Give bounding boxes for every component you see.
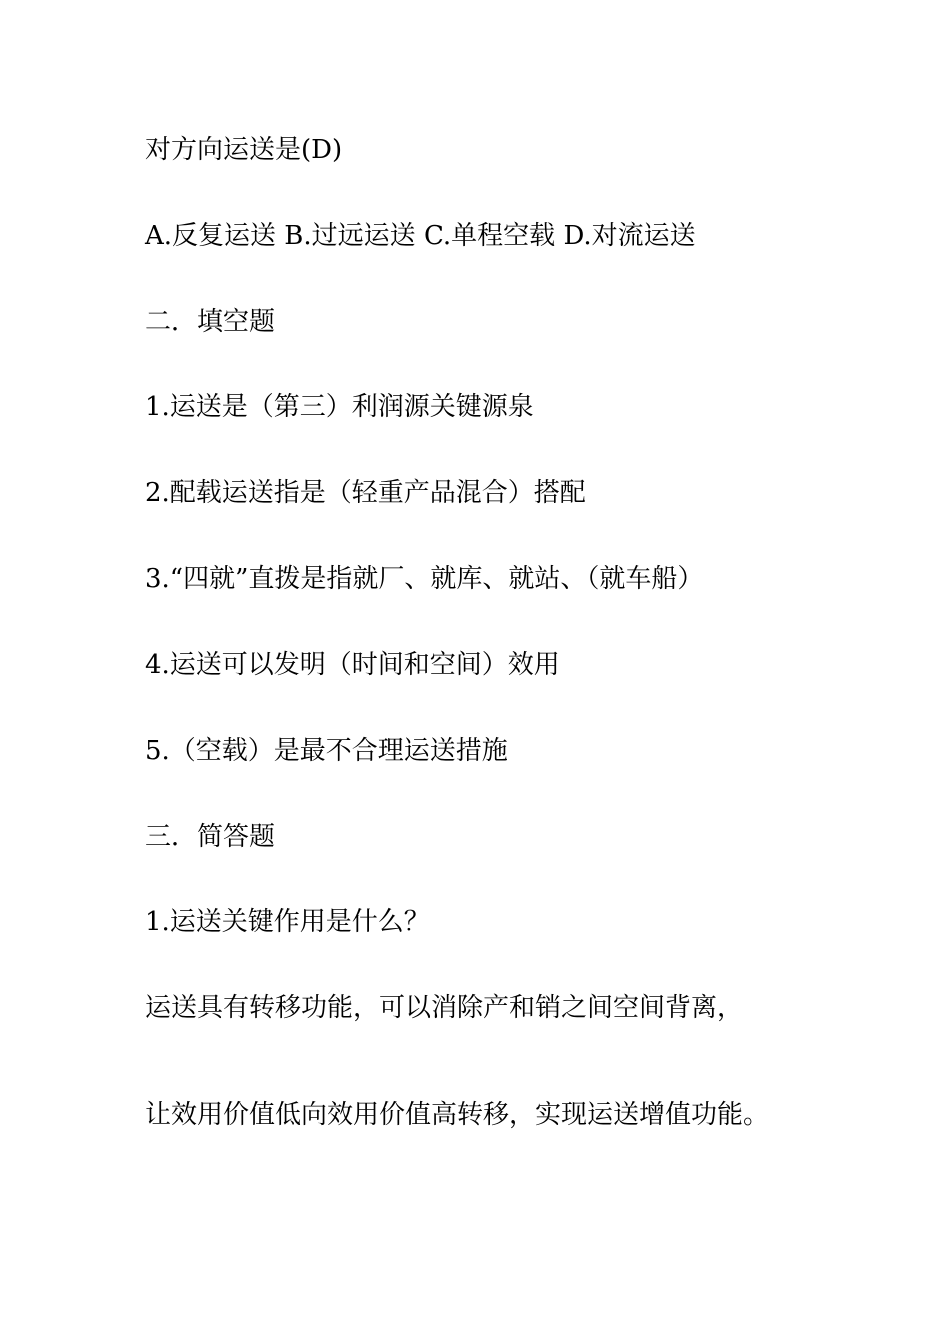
section-heading-fill-in: 二．填空题 — [145, 307, 276, 337]
short-answer-text-line-1: 运送具有转移功能，可以消除产和销之间空间背离， — [145, 993, 744, 1023]
fill-in-item-2: 2.配载运送指是（轻重产品混合）搭配 — [145, 478, 586, 508]
fill-in-item-5: 5.（空载）是最不合理运送措施 — [145, 736, 508, 766]
fill-in-item-4: 4.运送可以发明（时间和空间）效用 — [145, 650, 560, 680]
question-tail-line: 对方向运送是(D) — [145, 135, 343, 165]
short-answer-question-1: 1.运送关键作用是什么？ — [145, 907, 430, 937]
fill-in-item-1: 1.运送是（第三）利润源关键源泉 — [145, 392, 534, 422]
fill-in-item-3: 3.“四就”直拨是指就厂、就库、就站、（就车船） — [145, 564, 704, 594]
section-heading-short-answer: 三．简答题 — [145, 822, 276, 852]
short-answer-text-line-2: 让效用价值低向效用价值高转移，实现运送增值功能。 — [145, 1100, 770, 1130]
answer-options-line: A.反复运送 B.过远运送 C.单程空载 D.对流运送 — [145, 221, 696, 251]
